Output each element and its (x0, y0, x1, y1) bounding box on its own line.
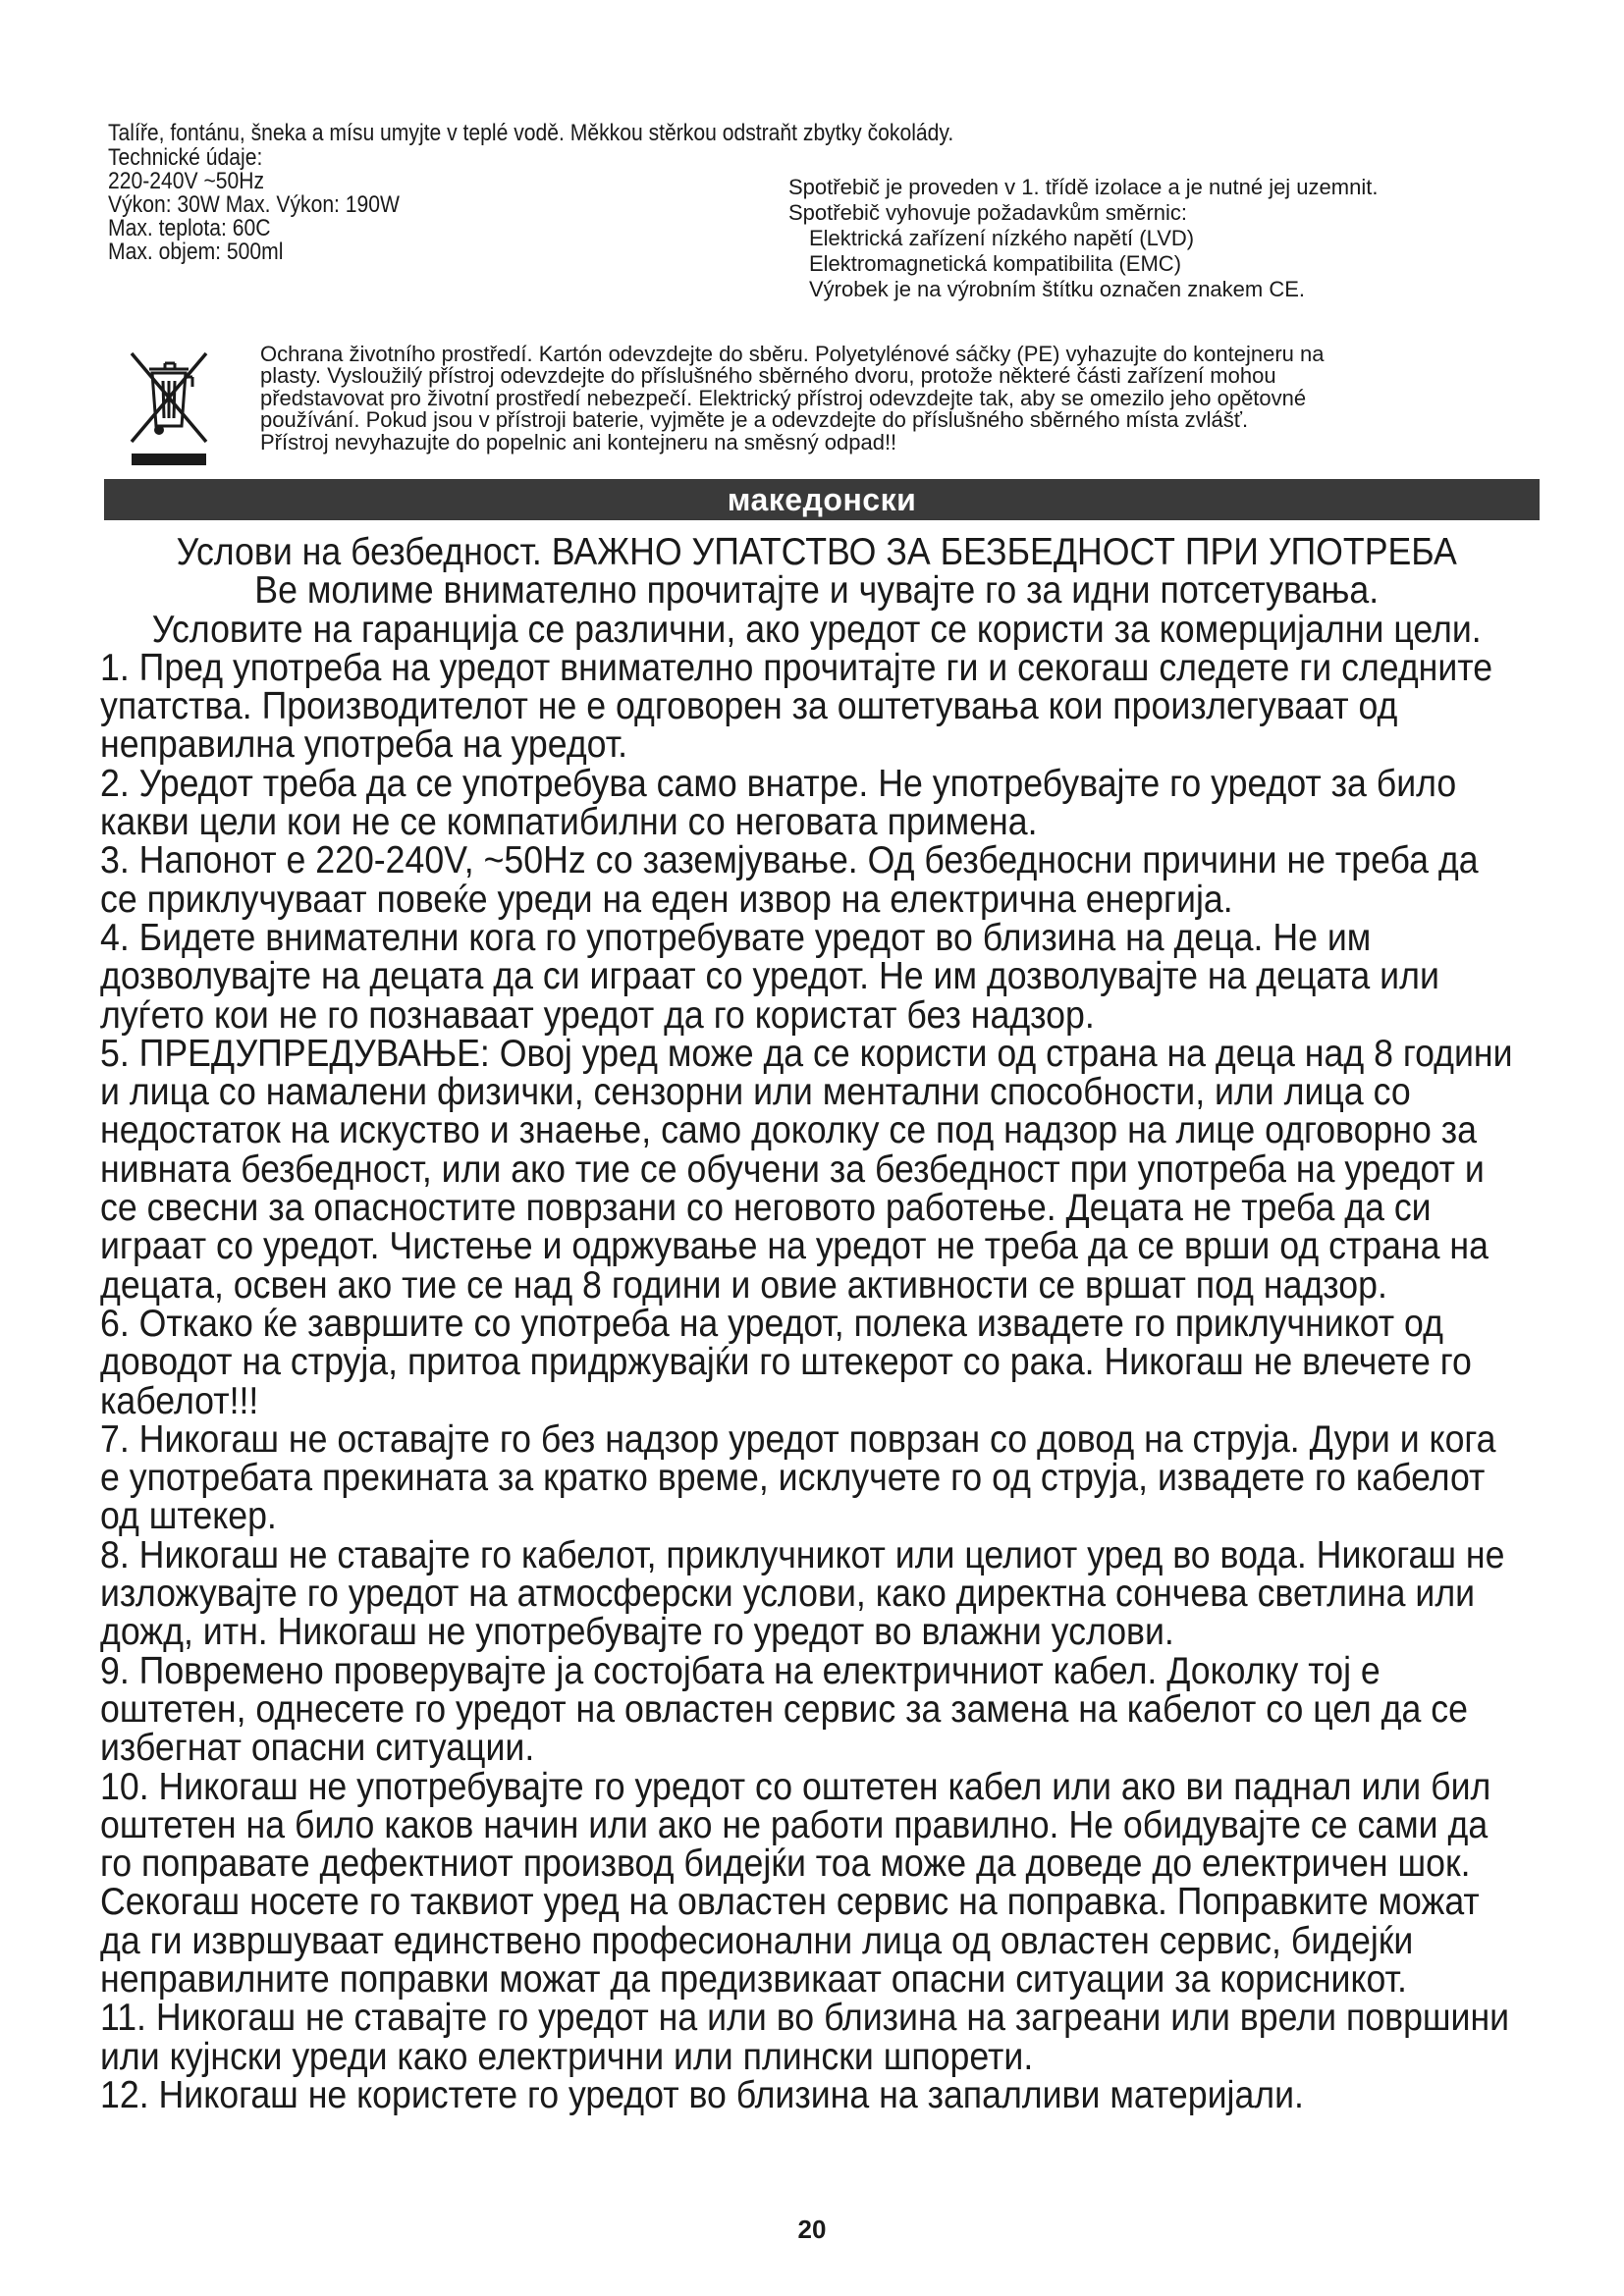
safety-subheading: Ве молиме внимателно прочитајте и чувајте го за идни потсетувања. (254, 569, 1380, 613)
page-number: 20 (797, 2215, 827, 2244)
instruction-line: 6. Откако ќе завршите со употреба на уредот, полека извадете го приклучникот од (100, 1302, 1443, 1345)
instruction-line: изложувајте го уредот на атмосферски услови, како директна сончева светлина или (100, 1573, 1476, 1616)
safety-heading: Услови на безбедност. ВАЖНО УПАТСТВО ЗА БЕЗБЕДНОСТ ПРИ УПОТРЕБА (176, 531, 1457, 573)
instruction-line: е употребата прекината за кратко време, исклучете го од струја, извадете го кабелот (100, 1457, 1486, 1500)
technical-data (108, 146, 400, 264)
weee-bin-icon (120, 347, 216, 469)
instruction-line: 8. Никогаш не ставајте го кабелот, приклучникот или целиот уред во вода. Никогаш не (100, 1533, 1505, 1576)
instruction-line: 10. Никогаш не употребувајте го уредот со оштетен кабел или ако ви паднал или бил (100, 1765, 1491, 1808)
environment-line: používání. Pokud jsou v přístroji baterie, vyjměte je a odevzdejte do příslušného sběrného místa zvlášť. (260, 407, 1249, 433)
environment-line: Přístroj nevyhazujte do popelnic ani kontejneru na směsný odpad!! (260, 429, 897, 454)
instruction-line: Секогаш носете го таквиот уред на овластен сервис на поправка. Поправките можат (100, 1881, 1480, 1924)
certification-line: Výrobek je na výrobním štítku označen znakem CE. (809, 277, 1306, 301)
environment-line: Ochrana životního prostředí. Kartón odevzdejte do sběru. Polyetylénové sáčky (PE) vyhazujte do kontejneru na (260, 342, 1325, 366)
instruction-line: дожд, итн. Никогаш не употребувајте го уредот во влажни услови. (100, 1611, 1174, 1654)
certification-line: Elektrická zařízení nízkého napětí (LVD) (809, 226, 1195, 250)
instruction-line: да ги извршуваат единствено професионални лица од овластен сервис, бидејќи (100, 1919, 1414, 1962)
instruction-line: 3. Напонот е 220-240V, ~50Hz со заземјување. Од безбедносни причини не треба да (100, 839, 1479, 882)
environment-line: představovat pro životní prostředí nebezpečí. Elektrický přístroj odevzdejte tak, aby se omezilo jeho opětovné (260, 385, 1307, 410)
instruction-line: 2. Уредот треба да се употребува само внатре. Не употребувајте го уредот за било (100, 762, 1457, 805)
instruction-line: од штекер. (100, 1495, 277, 1538)
instruction-line: неправилните поправки можат да предизвикаат опасни ситуации за корисникот. (100, 1957, 1407, 2001)
instruction-line: 1. Пред употреба на уредот внимателно прочитајте ги и секогаш следете ги следните (100, 646, 1493, 689)
czech-cleaning-note: Talíře, fontánu, šneka a mísu umyjte v teplé vodě. Měkkou stěrkou odstraňt zbytky čokolády. (108, 120, 954, 146)
instruction-line: играат со уредот. Чистење и одржување на уредот не треба да се врши од страна на (100, 1225, 1489, 1268)
instruction-line: и лица со намалени физички, сензорни или ментални способности, или лица со (100, 1071, 1411, 1114)
instruction-line: избегнат опасни ситуации. (100, 1727, 535, 1770)
instruction-line: оштетен, однесете го уредот на овластен сервис за замена на кабелот со цел да се (100, 1687, 1468, 1731)
instruction-line: упатства. Производителот не е одговорен за оштетувања кои произлегуваат од (100, 685, 1398, 728)
certification-line: Spotřebič je proveden v 1. třídě izolace a je nutné jej uzemnit. (788, 175, 1379, 199)
language-section-bar: македонски (104, 479, 1540, 520)
instruction-line: децата, освен ако тие се над 8 години и овие активности се вршат под надзор. (100, 1263, 1387, 1307)
instruction-line: кабелот!!! (100, 1379, 259, 1422)
environment-line: plasty. Vysloužilý přístroj odevzdejte do příslušného sběrného dvoru, protože některé části zařízení mohou (260, 363, 1276, 389)
technical-data-line: 220-240V ~50Hz (108, 168, 265, 194)
environment-protection-text (260, 344, 1556, 454)
instruction-line: го поправате дефектниот производ бидејќи тоа може да доведе до електричен шок. (100, 1842, 1471, 1886)
technical-data-line: Max. teplota: 60C (108, 215, 271, 241)
certification-line: Elektromagnetická kompatibilita (EMC) (809, 251, 1182, 276)
instruction-line: неправилна употреба на уредот. (100, 723, 628, 767)
instruction-line: или кујнски уреди како електрични или плински шпорети. (100, 2035, 1034, 2078)
technical-data-line: Výkon: 30W Max. Výkon: 190W (108, 191, 400, 218)
instruction-line: се приклучуваат повеќе уреди на еден извор на електрична енергија. (100, 878, 1233, 921)
warranty-note: Условите на гаранција се различни, ако уредот се користи за комерцијални цели. (151, 608, 1482, 651)
instruction-line: недостаток на искуство и знаење, само доколку се под надзор на лице одговорно за (100, 1109, 1477, 1152)
instruction-line: 11. Никогаш не ставајте го уредот на или во близина на загреани или врели површини (100, 1997, 1510, 2040)
instruction-line: луѓето кои не го познаваат уредот да го користат без надзор. (100, 993, 1095, 1037)
instruction-line: 7. Никогаш не оставајте го без надзор уредот поврзан со довод на струја. Дури и кога (100, 1417, 1496, 1461)
technical-data-line: Technické údaje: (108, 144, 263, 171)
instruction-line: оштетен на било каков начин или ако не работи правилно. Не обидувајте се сами да (100, 1803, 1489, 1846)
instruction-line: нивната безбедност, или ако тие се обучени за безбедност при употреба на уредот и (100, 1148, 1485, 1191)
instruction-line: 9. Повремено проверувајте ја состојбата на електричниот кабел. Доколку тој е (100, 1649, 1380, 1692)
instruction-line: дозволувајте на децата да си играат со уредот. Не им дозволувајте на децата или (100, 955, 1439, 998)
instruction-line: се свесни за опасностите поврзани со неговото работење. Децата не треба да си (100, 1187, 1432, 1230)
instruction-line: 5. ПРЕДУПРЕДУВАЊЕ: Овој уред може да се користи од страна на деца над 8 години (100, 1032, 1513, 1075)
instruction-line: какви цели кои не се компатибилни со неговата примена. (100, 801, 1038, 844)
certification-line: Spotřebič vyhovuje požadavkům směrnic: (788, 200, 1187, 225)
instruction-line: 4. Бидете внимателни кога го употребувате уредот во близина на деца. Не им (100, 916, 1372, 959)
instruction-line: доводот на струја, притоа придржувајќи го штекерот со рака. Никогаш не влечете го (100, 1341, 1472, 1384)
instruction-line: 12. Никогаш не користете го уредот во близина на запалливи материјали. (100, 2073, 1304, 2116)
technical-data-line: Max. objem: 500ml (108, 239, 284, 265)
macedonian-safety-instructions (100, 533, 1533, 2114)
certification-block (788, 175, 1378, 302)
